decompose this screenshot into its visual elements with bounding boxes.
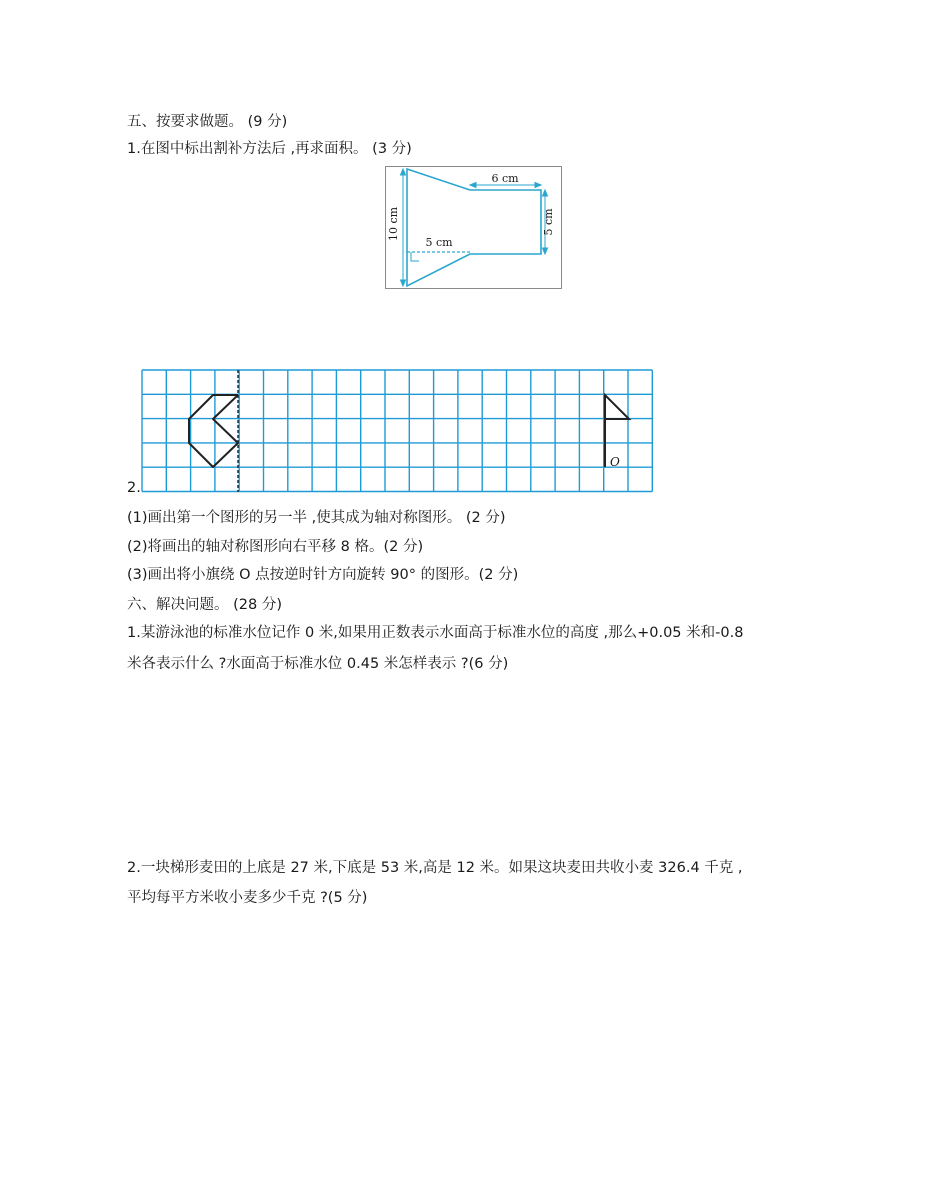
- dimension-markers: [401, 169, 548, 286]
- section-five-heading: 五、按要求做题。 (9 分): [127, 114, 288, 130]
- question-6-1-line2: 米各表示什么 ?水面高于标准水位 0.45 米怎样表示 ?(6 分): [127, 656, 509, 672]
- section-six-heading: 六、解决问题。 (28 分): [127, 597, 282, 613]
- half-shape: [189, 395, 238, 467]
- question-5-2-number: 2.: [127, 480, 141, 496]
- label-10cm: 10 cm: [387, 206, 400, 242]
- area-figure: [385, 166, 565, 291]
- label-6cm: 6 cm: [491, 172, 519, 185]
- question-5-2-1: (1)画出第一个图形的另一半 ,使其成为轴对称图形。 (2 分): [127, 510, 506, 526]
- question-6-1-line1: 1.某游泳池的标准水位记作 0 米,如果用正数表示水面高于标准水位的高度 ,那么+0.05 米和-0.8: [127, 625, 744, 641]
- question-5-2-3: (3)画出将小旗绕 O 点按逆时针方向旋转 90° 的图形。(2 分): [127, 567, 519, 583]
- grid-figure: [140, 368, 658, 496]
- point-o-label: O: [610, 455, 620, 469]
- question-6-2-line2: 平均每平方米收小麦多少千克 ?(5 分): [127, 890, 368, 906]
- question-6-2-line1: 2.一块梯形麦田的上底是 27 米,下底是 53 米,高是 12 米。如果这块麦田共收小麦 326.4 千克 ,: [127, 860, 743, 876]
- grid: [142, 370, 652, 492]
- label-5cm-bottom: 5 cm: [425, 236, 453, 249]
- label-5cm-right: 5 cm: [542, 208, 555, 236]
- right-angle-mark: [411, 252, 419, 261]
- question-5-1: 1.在图中标出割补方法后 ,再求面积。 (3 分): [127, 141, 412, 157]
- question-5-2-2: (2)将画出的轴对称图形向右平移 8 格。(2 分): [127, 539, 424, 555]
